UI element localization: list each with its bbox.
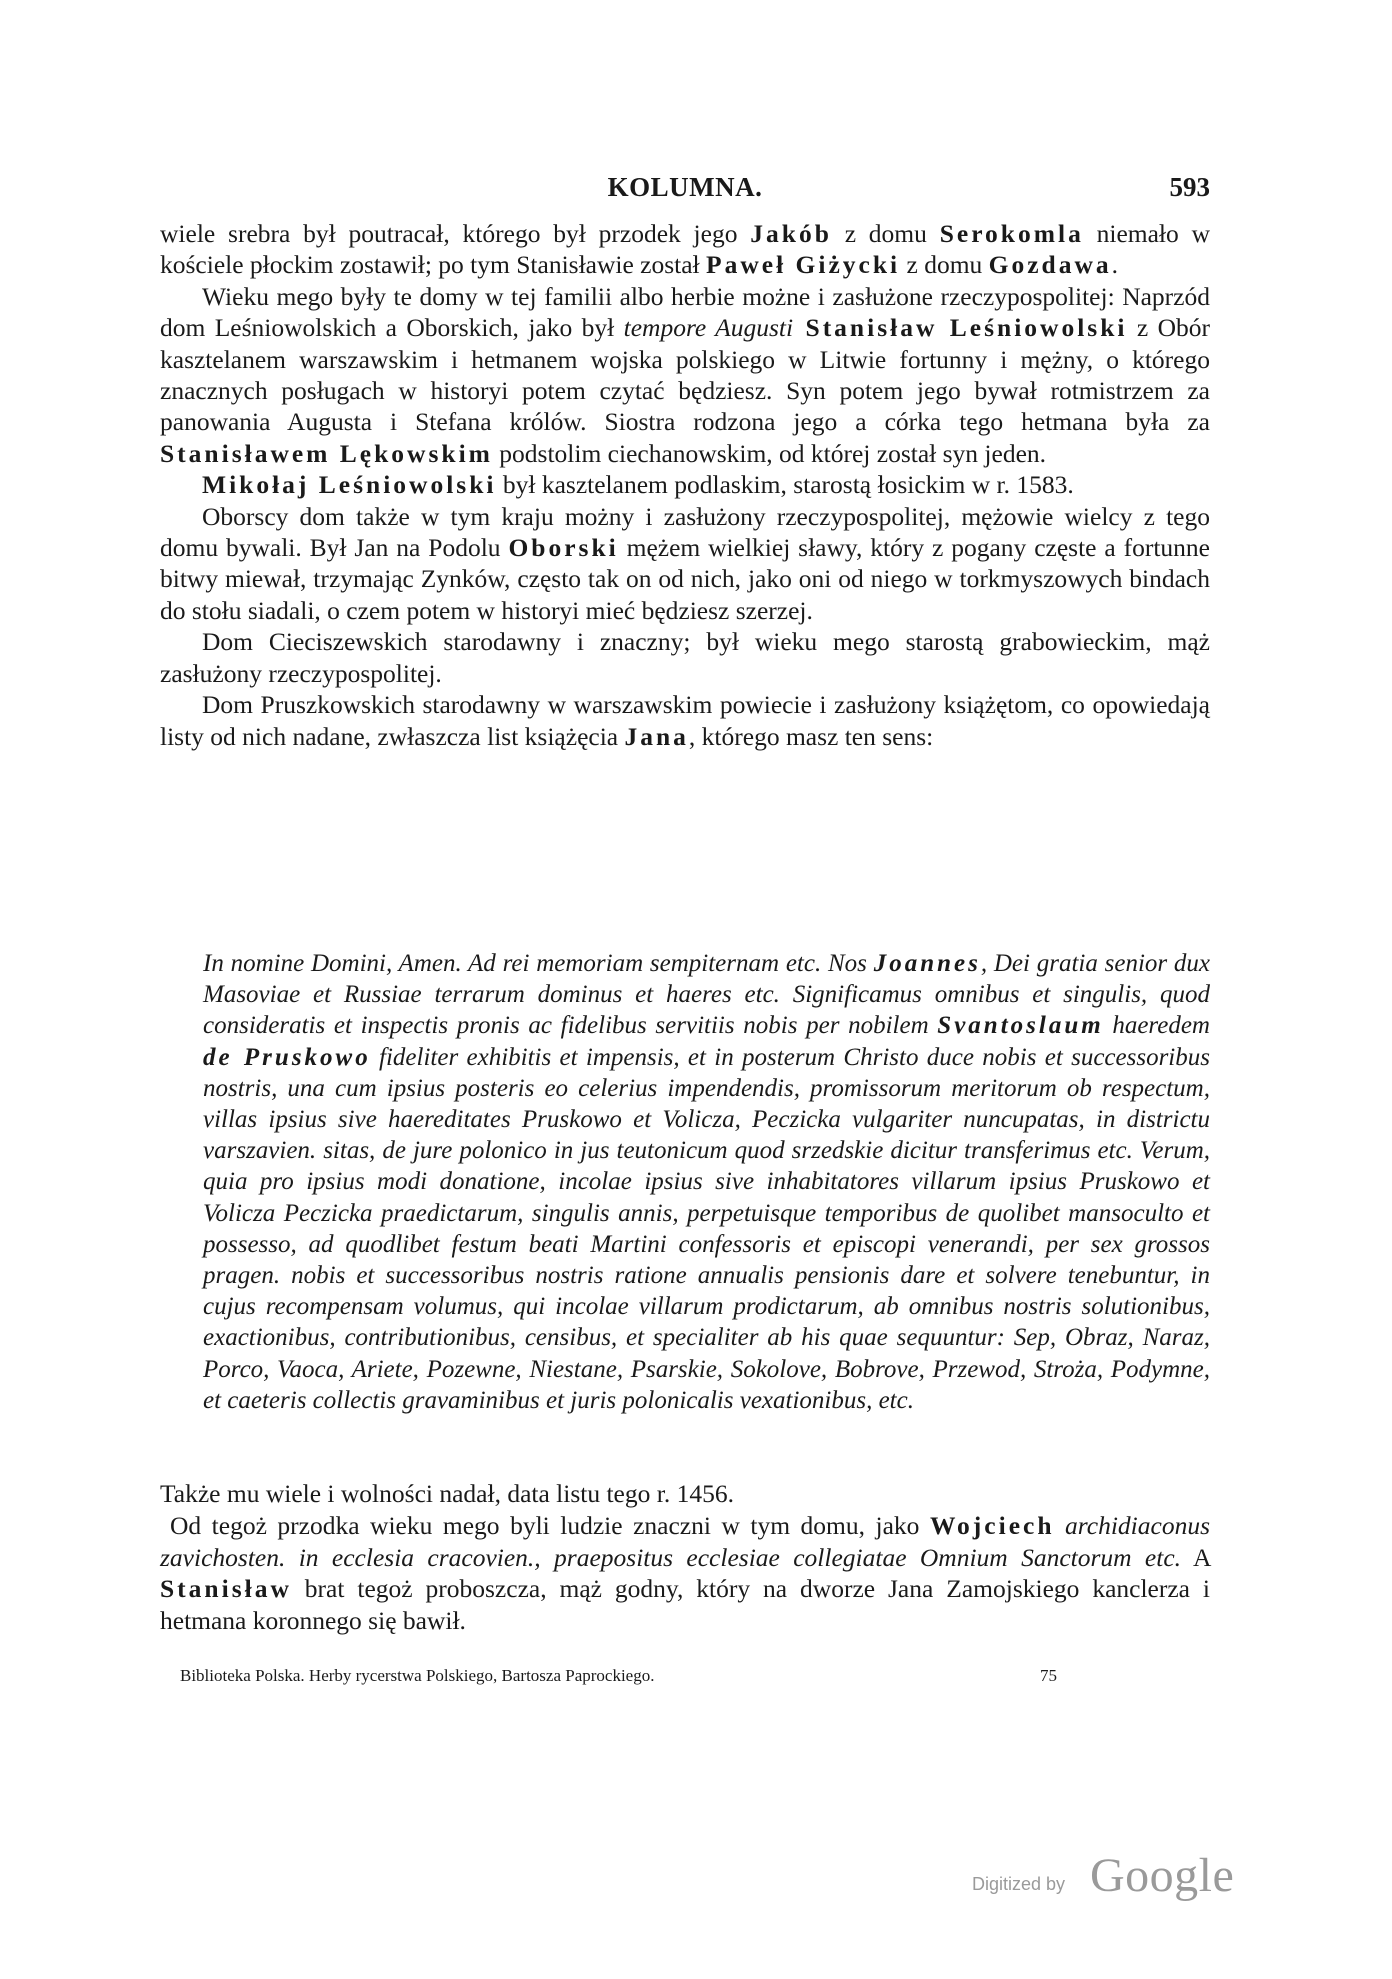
person-name: Stanisław Leśniowolski: [793, 313, 1128, 343]
paragraph-1: [160, 218, 1210, 281]
text-run: Wieku mego były te domy w tej familii albo herbie możne i zasłużone rzeczypospolitej: Naprzód dom Leśniowolskich a Oborskich, jako był: [160, 281, 1210, 343]
text-run: z domu: [900, 250, 989, 280]
google-logo: Google: [1090, 1849, 1235, 1902]
coat-of-arms-name: Gozdawa: [988, 250, 1112, 280]
paragraph-5: Dom Cieciszewskich starodawny i znaczny; był wieku mego starostą grabowieckim, mąż zasłużony rzeczypospolitej.: [160, 627, 1210, 688]
running-header: [160, 172, 1210, 212]
person-name: Jakób: [750, 219, 832, 248]
person-name: Stanisławem Lękowskim: [160, 438, 493, 468]
text-run: Od tegoż przodka wieku mego byli ludzie znaczni w tym domu, jako: [170, 1510, 930, 1540]
text-run: Dom Pruszkowskich starodawny w warszawskim powiecie i zasłużony książętom, co opowiedają listy od nich nadane, zwłaszcza list książęcia: [160, 690, 1210, 751]
person-name: Wojciech: [929, 1510, 1055, 1540]
text-run: Oborscy dom także w tym kraju możny i zasłużony rzeczypospolitej, mężowie wielcy z tego domu bywali. Był: [160, 501, 1210, 563]
text-run: był kasztelanem podlaskim, starostą łosickim w r. 1583.: [496, 470, 1074, 500]
latin-phrase: tempore Augusti: [623, 313, 794, 343]
text-run: , którego masz ten sens:: [688, 721, 934, 751]
person-name: Stanisław: [160, 1574, 292, 1604]
digitized-by-label: Digitized by: [972, 1874, 1066, 1894]
text-run: fideliter exhibitis et impensis, et in posterum Christo duce nobis et successoribus nostris, una cum ipsius posteris eo celerius impendendis, promissorum meritorum ob respectum, villas ipsius sive haereditates Pruskowo et Volicza, Peczicka vulgariter nuncupatas, in districtu varszavien. sitas, de jure polonico in jus teutonicum quod srzedskie dicitur transferimus etc. Verum, quia pro ipsius modi donatione, incolae ipsius sive inhabitatores villarum ipsius Pruskowo et Volicza Peczicka praedictarum, singulis annis, perpetuisque temporibus de quolibet mansoculto et possesso, ad quodlibet festum beati Martini confessoris et episcopi venerandi, per sex grossos pragen. nobis et successoribus nostris ratione annualis pensionis dare et solvere tenebuntur, in cujus recompensam volumus, qui incolae villarum prodictarum, ab omnibus nostris solutionibus, exactionibus, contributionibus, censibus, et specialiter ab his quae sequuntur: Sep, Obraz, Naraz, Porco, Vaoca, Ariete, Pozewne, Niestane, Psarskie, Sokolove, Bobrove, Przewod, Stroża, Podymne, et caeteris collectis gravaminibus et juris polonicalis vexationibus, etc.: [203, 1043, 1210, 1414]
person-name: Mikołaj Leśniowolski: [202, 470, 497, 500]
closing-text: [160, 1478, 1210, 1637]
text-run: haeredem: [1103, 1012, 1210, 1040]
text-run: .: [1111, 250, 1119, 280]
person-name: Oborski: [508, 533, 619, 563]
paragraph-8: [160, 1510, 1210, 1637]
latin-phrase: archidiaconus zavichosten. in ecclesia cracovien., praepositus ecclesiae collegiatae Omnium Sanctorum etc.: [160, 1510, 1210, 1572]
latin-paragraph: [203, 948, 1210, 1416]
paragraph-4: [160, 501, 1210, 627]
coat-of-arms-name: Serokomla: [939, 219, 1084, 248]
paragraph-2: [160, 281, 1210, 469]
person-name: Paweł Giżycki: [706, 250, 901, 280]
person-name: Svantoslaum: [937, 1012, 1104, 1040]
printer-signature: 75: [1040, 1666, 1057, 1685]
place-name: de Pruskowo: [203, 1043, 371, 1071]
text-run: z Obór kasztelanem warszawskim i hetmanem wojska polskiego w Litwie fortunny i mężny, o którego znacznych posługach w historyi potem czytać będziesz. Syn potem jego bywał rotmistrzem za panowania Augusta i Stefana królów. Siostra rodzona jego a córka tego hetmana była za: [160, 313, 1211, 437]
text-run: podstolim ciechanowskim, od której został syn jeden.: [492, 438, 1047, 468]
main-text: [160, 218, 1210, 752]
text-run: niemało w kościele płockim zostawił; po tym Stanisławie został: [160, 219, 1210, 280]
text-run: A: [1181, 1542, 1210, 1572]
person-name: Joannes: [873, 950, 981, 977]
latin-charter-quote: [203, 948, 1210, 1416]
text-run: In nomine Domini, Amen. Ad rei memoriam sempiternam etc. Nos: [203, 950, 874, 977]
text-run: , Dei gratia senior dux Masoviae et Russiae terrarum dominus et haeres etc. Significamus omnibus et singulis, quod consideratis et inspectis pronis ac fidelibus servitiis nobis per nobilem: [203, 950, 1210, 1040]
text-run: na Podolu: [388, 533, 509, 563]
paragraph-6: [160, 689, 1210, 752]
text-run: mężem wielkiej sławy, który z pogany częste a fortunne bitwy miewał, trzymając Zynków, często tak on od nich, jako oni od niego w torkmyszowych bindach do stołu siadali, o czem potem w historyi mieć będziesz szerzej.: [160, 533, 1210, 625]
text-run: wiele srebra był poutracał, którego był przodek jego: [160, 219, 751, 248]
text-run: brat tegoż proboszcza, mąż godny, który na dworze Jana Zamojskiego kanclerza i hetmana koronnego się bawił.: [160, 1574, 1210, 1636]
source-line: Biblioteka Polska. Herby rycerstwa Polskiego, Bartosza Paprockiego.: [180, 1666, 655, 1685]
person-name: Jan: [354, 533, 389, 563]
paragraph-7: Także mu wiele i wolności nadał, data listu tego r. 1456.: [160, 1479, 734, 1508]
digitization-watermark: [972, 1850, 1272, 1910]
person-name: Jana: [624, 721, 689, 751]
paragraph-3: [160, 469, 1210, 500]
text-run: z domu: [831, 219, 940, 248]
page-footer: [180, 1666, 1080, 1696]
page-title: KOLUMNA.: [607, 172, 763, 202]
page-number: 593: [1169, 172, 1210, 202]
